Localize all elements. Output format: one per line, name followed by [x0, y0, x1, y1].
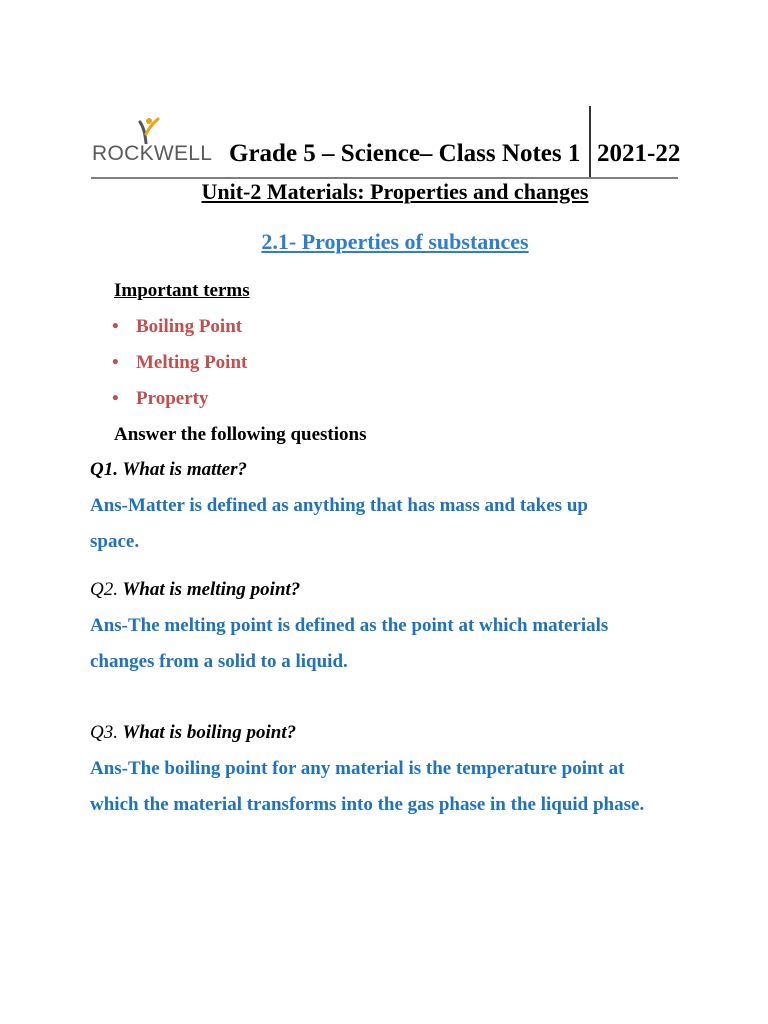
section-title: 2.1- Properties of substances	[261, 229, 529, 254]
page-title: Grade 5 – Science– Class Notes 1	[229, 140, 581, 167]
answer-1-line-2: space.	[90, 531, 140, 552]
header-divider	[589, 106, 591, 178]
answer-2-line-2: changes from a solid to a liquid.	[90, 651, 348, 672]
bullet-icon: •	[112, 316, 119, 337]
question-number: Q3.	[90, 722, 118, 743]
term-label: Melting Point	[136, 352, 248, 373]
question-text: What is matter?	[122, 459, 247, 480]
school-logo	[92, 114, 213, 170]
term-label: Property	[136, 388, 209, 409]
answer-3-line-2: which the material transforms into the gas phase in the liquid phase.	[90, 794, 645, 815]
question-number: Q1.	[90, 459, 118, 480]
question-text: What is boiling point?	[122, 722, 297, 743]
question-2	[90, 579, 300, 601]
bullet-icon: •	[112, 352, 119, 373]
list-item	[112, 388, 208, 410]
instruction-text: Answer the following questions	[114, 424, 367, 445]
answer-3-line-1: Ans-The boiling point for any material is the temperature point at	[90, 758, 625, 779]
question-1	[90, 459, 247, 481]
question-number: Q2.	[90, 579, 118, 600]
logo-figure-icon	[132, 114, 162, 144]
term-label: Boiling Point	[136, 316, 243, 337]
question-text: What is melting point?	[122, 579, 301, 600]
academic-year: 2021-22	[597, 140, 681, 167]
logo-text: ROCKWELL	[92, 142, 213, 165]
list-item	[112, 352, 247, 374]
answer-2-line-1: Ans-The melting point is defined as the point at which materials	[90, 615, 609, 636]
answer-1-line-1: Ans-Matter is defined as anything that has mass and takes up	[90, 495, 588, 516]
question-3	[90, 722, 296, 744]
list-item	[112, 316, 242, 338]
unit-title: Unit-2 Materials: Properties and changes	[201, 179, 589, 204]
important-terms-heading: Important terms	[114, 280, 250, 301]
bullet-icon: •	[112, 388, 119, 409]
